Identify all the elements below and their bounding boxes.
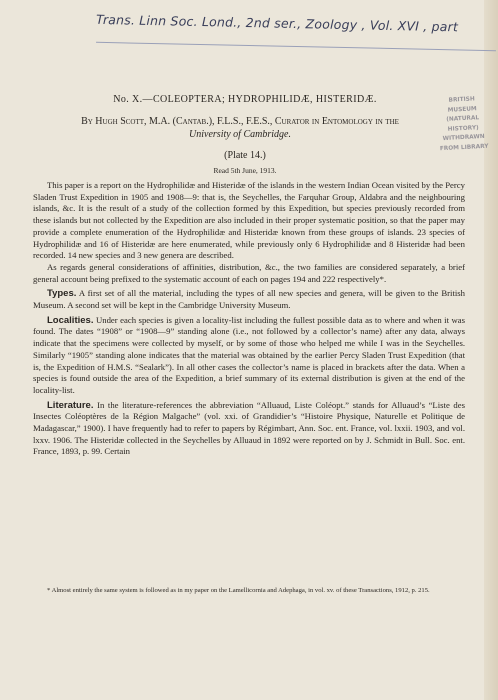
library-stamp — [431, 94, 496, 155]
footnote-text: * Almost entirely the same system is followed as in my paper on the Lamellicornia and Adephaga, in vol. xv. of these Transactions, 1912, p. 215. — [47, 587, 430, 594]
paragraph-text: This paper is a report on the Hydrophilidæ and Histeridæ of the islands in the western Indian Ocean visited by the Percy Sladen Trust Expedition in 1905 and 1908—9: that is, the Seychelles, the Farquhar Group, Aldabra and the neighbouring islands, &c. It is the result of a study of the collection formed by this Expedition, but species previously recorded from these islands but not collected by the Expedition are also included in their proper systematic position, so that the paper may provide a complete enumeration of the Hydrophilidæ and Histeridæ known from these groups of islands. 23 species of Hydrophilidæ and 16 of Histeridæ are here enumerated, while previously only 6 Hydrophilidæ and 8 Histeridæ had been recorded. 14 new species and 3 new genera are described. — [33, 180, 465, 261]
body-text — [33, 180, 465, 458]
paragraph-localities — [33, 315, 465, 397]
paper-title: No. X.—COLEOPTERA; HYDROPHILIDÆ, HISTERIDÆ. — [113, 94, 377, 105]
stamp-line: (NATURAL — [446, 115, 480, 124]
paragraph-text: As regards general considerations of affinities, distribution, &c., the two families are considered separately, a brief general account being prefixed to the systematic account of each on pages 194 and 222 respectively*. — [33, 261, 465, 284]
affiliation-line: University of Cambridge. — [189, 129, 291, 140]
paragraph-types — [33, 288, 465, 311]
paragraph-text: In the literature-references the abbreviation “Alluaud, Liste Coléopt.” stands for Alluaud’s “Liste des Insectes Coléoptères de la Région Malgache” (vol. xxi. of Grandidier’s “Histoire Physique, Naturelle et Politique de Madagascar,” 1900). I have frequently had to refer to papers by Régimbart, Ann. Soc. ent. France, vol. lxxii. 1903, and vol. lxxv. 1906. The Histeridæ collected in the Seychelles by Alluaud in 1892 were reported on by J. Schmidt in Bull. Soc. ent. France, 1893, p. 99. Certain — [33, 399, 465, 457]
handwritten-citation: Trans. Linn Soc. Lond., 2nd ser., Zoology , Vol. XVI , part — [95, 11, 459, 35]
paragraph — [33, 180, 465, 262]
paragraph-literature — [33, 400, 465, 459]
section-heading: Types. — [47, 288, 77, 300]
stamp-line: MUSEUM — [447, 105, 477, 114]
stamp-line: BRITISH — [448, 96, 475, 104]
handwriting-underline — [96, 42, 496, 51]
footnote — [33, 586, 465, 596]
author-block — [40, 115, 440, 141]
paragraph-text: A first set of all the material, including the types of all new species and genera, will be given to the British Museum. A second set will be kept in the Cambridge University Museum. — [33, 288, 465, 311]
section-heading: Literature. — [47, 399, 94, 411]
author-line: By Hugh Scott, M.A. (Cantab.), F.L.S., F.E.S., Curator in Entomology in the — [81, 116, 399, 127]
stamp-line: WITHDRAWN — [442, 134, 485, 143]
paragraph-text: Under each species is given a locality-list including the fullest possible data as to where and when it was found. The dates “1908” or “1908—9” standing alone (i.e., not followed by a collector’s name) after any data, always indicate that the specimens were collected by myself, or by some of those who helped me while I was in the Seychelles. Similarly “1905” standing alone indicates that the material was obtained by the earlier Percy Sladen Trust Expedition (that is, the Expedition of H.M.S. “Sealark”). In all other cases the collector’s name is placed in brackets after the data. When a species is found outside the area of the Expedition, a brief summary of its external distribution is given at the end of the locality-list. — [33, 314, 465, 395]
stamp-line: FROM LIBRARY — [439, 143, 489, 153]
paragraph — [33, 262, 465, 285]
plate-reference: (Plate 14.) — [224, 150, 266, 161]
section-heading: Localities. — [47, 314, 94, 326]
read-date: Read 5th June, 1913. — [213, 166, 277, 175]
stamp-line: HISTORY) — [447, 124, 479, 133]
